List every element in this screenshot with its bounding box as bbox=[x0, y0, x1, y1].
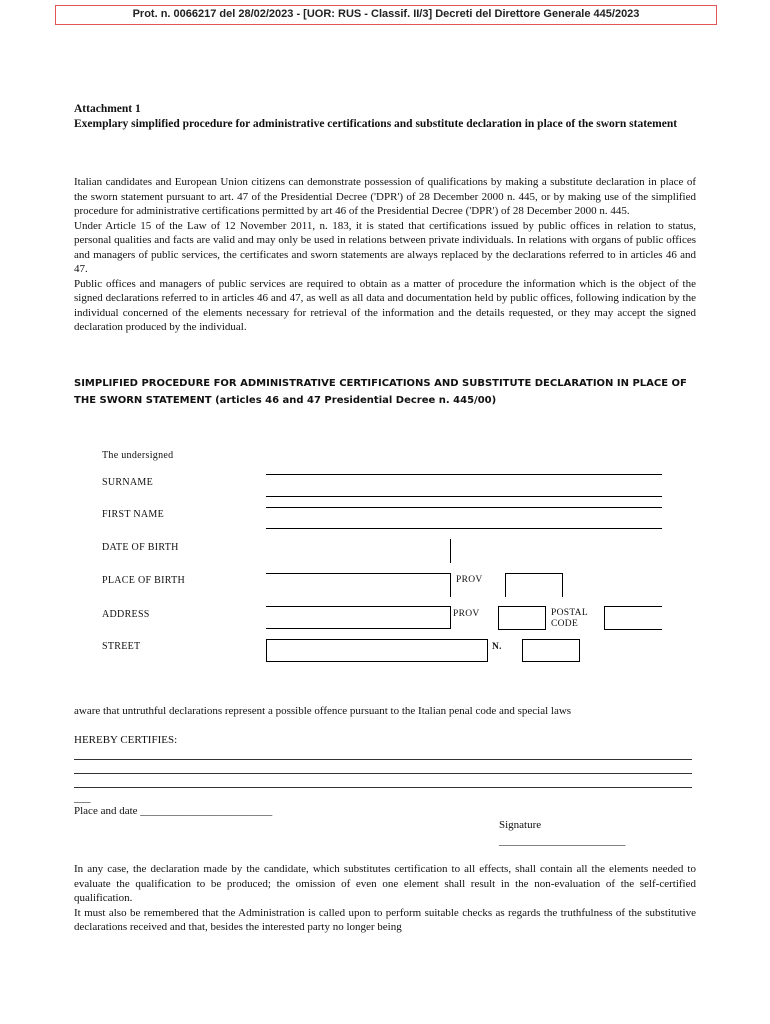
place-of-birth-label: PLACE OF BIRTH bbox=[102, 575, 186, 586]
surname-label: SURNAME bbox=[102, 477, 153, 488]
surname-field[interactable] bbox=[266, 496, 662, 497]
certification-line-2[interactable] bbox=[74, 773, 692, 774]
attachment-number: Attachment 1 bbox=[74, 103, 141, 115]
first-name-label: FIRST NAME bbox=[102, 509, 164, 520]
signature-label: Signature bbox=[499, 819, 542, 831]
closing-paragraphs bbox=[74, 862, 696, 935]
protocol-stamp: Prot. n. 0066217 del 28/02/2023 - [UOR: RUS - Classif. II/3] Decreti del Direttore Generale 445/2023 bbox=[55, 5, 717, 25]
address-label: ADDRESS bbox=[102, 609, 150, 620]
undersigned-line[interactable] bbox=[266, 474, 662, 475]
date-of-birth-field[interactable] bbox=[450, 539, 451, 563]
intro-paragraph-3: Public offices and managers of public services are required to obtain as a matter of procedure the information which is the object of the signed declarations referred to in articles 46 and 47, as well as all data and documentation held by public offices, following indication by the individual concerned of the elements necessary for retrieval of the information and the details requested, or they may accept the signed declaration produced by the individual. bbox=[74, 277, 696, 333]
closing-paragraph-1: In any case, the declaration made by the candidate, which substitutes certification to all effects, shall contain all the elements needed to evaluate the qualification to be produced; the omission of even one element shall result in the non-evaluation of the self-certified qualification. bbox=[74, 863, 696, 904]
prov-field-1-top bbox=[505, 573, 563, 574]
street-label: STREET bbox=[102, 641, 141, 652]
postal-code-label-line2: CODE bbox=[551, 619, 579, 629]
prov-label-1: PROV bbox=[456, 575, 483, 585]
postal-code-field[interactable] bbox=[604, 629, 662, 630]
signature-line[interactable]: _______________________ bbox=[499, 835, 626, 847]
first-name-field[interactable] bbox=[266, 528, 662, 529]
certification-line-tail: ___ bbox=[74, 792, 91, 804]
first-name-field-top bbox=[266, 507, 662, 508]
postal-code-label bbox=[551, 608, 588, 630]
place-and-date[interactable]: Place and date ________________________ bbox=[74, 805, 273, 817]
place-of-birth-field[interactable] bbox=[266, 573, 450, 574]
prov-field-2[interactable] bbox=[498, 606, 546, 630]
prov-field-1[interactable] bbox=[505, 573, 506, 597]
attachment-title: Exemplary simplified procedure for administrative certifications and substitute declaration in place of the sworn statement bbox=[74, 118, 678, 130]
street-number-label: N. bbox=[492, 642, 502, 652]
postal-code-label-line1: POSTAL bbox=[551, 608, 588, 618]
hereby-certifies-label: HEREBY CERTIFIES: bbox=[74, 734, 178, 746]
postal-code-field-top bbox=[604, 606, 662, 607]
attachment-heading bbox=[74, 102, 694, 132]
address-field[interactable] bbox=[266, 628, 450, 629]
address-field-top bbox=[266, 606, 450, 607]
closing-paragraph-2: It must also be remembered that the Administration is called upon to perform suitable checks as regards the truthfulness of the substitutive declarations received and that, besides the interested party no longer being bbox=[74, 906, 696, 933]
certification-line-3[interactable] bbox=[74, 787, 692, 788]
street-field[interactable] bbox=[266, 639, 488, 662]
undersigned-label: The undersigned bbox=[102, 450, 174, 461]
intro-paragraph-1: Italian candidates and European Union citizens can demonstrate possession of qualifications by making a substitute declaration in place of the sworn statement pursuant to art. 47 of the Presidential Decree ('DPR') of 28 December 2000 n. 445, or by making use of the simplified procedure for administrative certifications permitted by art 46 of the Presidential Decree ('DPR') of 28 December 2000 n. 445. bbox=[74, 176, 696, 217]
prov-label-2: PROV bbox=[453, 609, 480, 619]
procedure-heading: SIMPLIFIED PROCEDURE FOR ADMINISTRATIVE CERTIFICATIONS AND SUBSTITUTE DECLARATION IN PLACE OF THE SWORN STATEMENT (articles 46 and 47 Presidential Decree n. 445/00) bbox=[74, 378, 687, 406]
certification-line-1[interactable] bbox=[74, 759, 692, 760]
intro-paragraphs bbox=[74, 175, 696, 335]
date-of-birth-label: DATE OF BIRTH bbox=[102, 542, 179, 553]
place-of-birth-divider bbox=[450, 573, 451, 597]
street-number-field[interactable] bbox=[522, 639, 580, 662]
awareness-statement: aware that untruthful declarations represent a possible offence pursuant to the Italian penal code and special laws bbox=[74, 705, 572, 717]
postal-code-field-left bbox=[604, 606, 605, 629]
prov-field-1-right bbox=[562, 573, 563, 597]
address-divider bbox=[450, 606, 451, 629]
intro-paragraph-2: Under Article 15 of the Law of 12 November 2011, n. 183, it is stated that certifications issued by public offices in relation to status, personal qualities and facts are valid and may only be used in relations between private individuals. In relations with organs of public offices and managers of public services, the certificates and sworn statements are always replaced by the declarations referred to in articles 46 and 47. bbox=[74, 219, 696, 275]
